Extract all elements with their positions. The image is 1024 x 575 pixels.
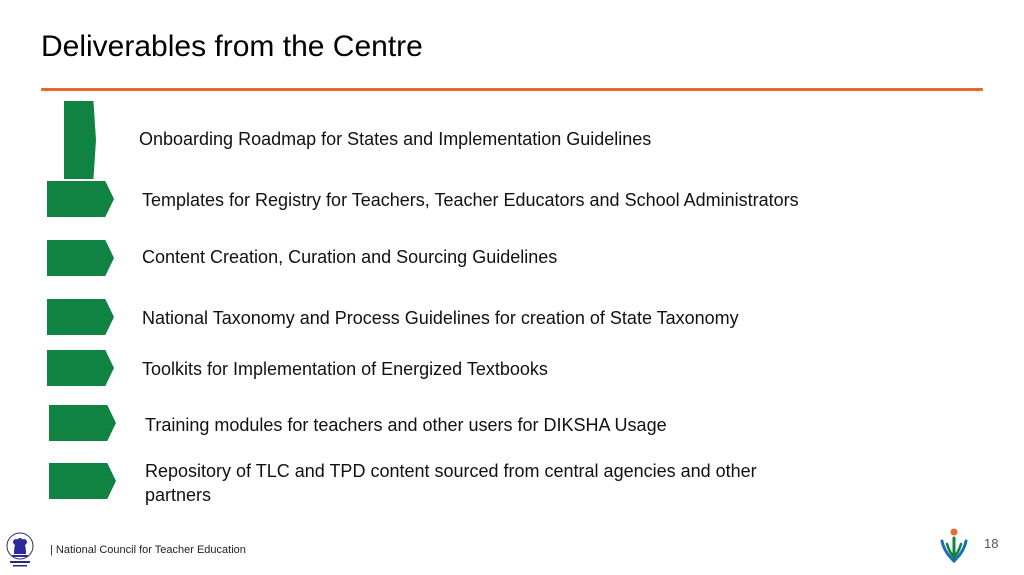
footer-organization: | National Council for Teacher Education xyxy=(50,544,246,556)
chevron-arrow-icon xyxy=(47,240,114,276)
slide-title: Deliverables from the Centre xyxy=(41,30,423,63)
chevron-arrow-icon xyxy=(47,350,114,386)
chevron-arrow-icon xyxy=(47,181,114,217)
deliverable-item: Content Creation, Curation and Sourcing Guidelines xyxy=(142,247,558,267)
diksha-logo-icon xyxy=(938,527,970,567)
deliverable-item: Toolkits for Implementation of Energized Textbooks xyxy=(142,359,548,379)
chevron-arrow-icon xyxy=(47,299,114,335)
deliverable-item: Onboarding Roadmap for States and Implementation Guidelines xyxy=(139,129,652,149)
deliverable-item: National Taxonomy and Process Guidelines for creation of State Taxonomy xyxy=(142,308,739,328)
ncte-emblem-logo-icon xyxy=(4,532,36,570)
deliverable-item: Templates for Registry for Teachers, Teacher Educators and School Administrators xyxy=(142,190,799,210)
chevron-arrow-icon xyxy=(49,405,116,441)
deliverable-item: Training modules for teachers and other users for DIKSHA Usage xyxy=(145,415,667,435)
title-divider xyxy=(41,88,983,91)
page-number: 18 xyxy=(984,536,999,551)
deliverable-item: Repository of TLC and TPD content sourced from central agencies and other partners xyxy=(145,461,757,505)
chevron-arrow-icon xyxy=(64,101,96,179)
chevron-arrow-icon xyxy=(49,463,116,499)
